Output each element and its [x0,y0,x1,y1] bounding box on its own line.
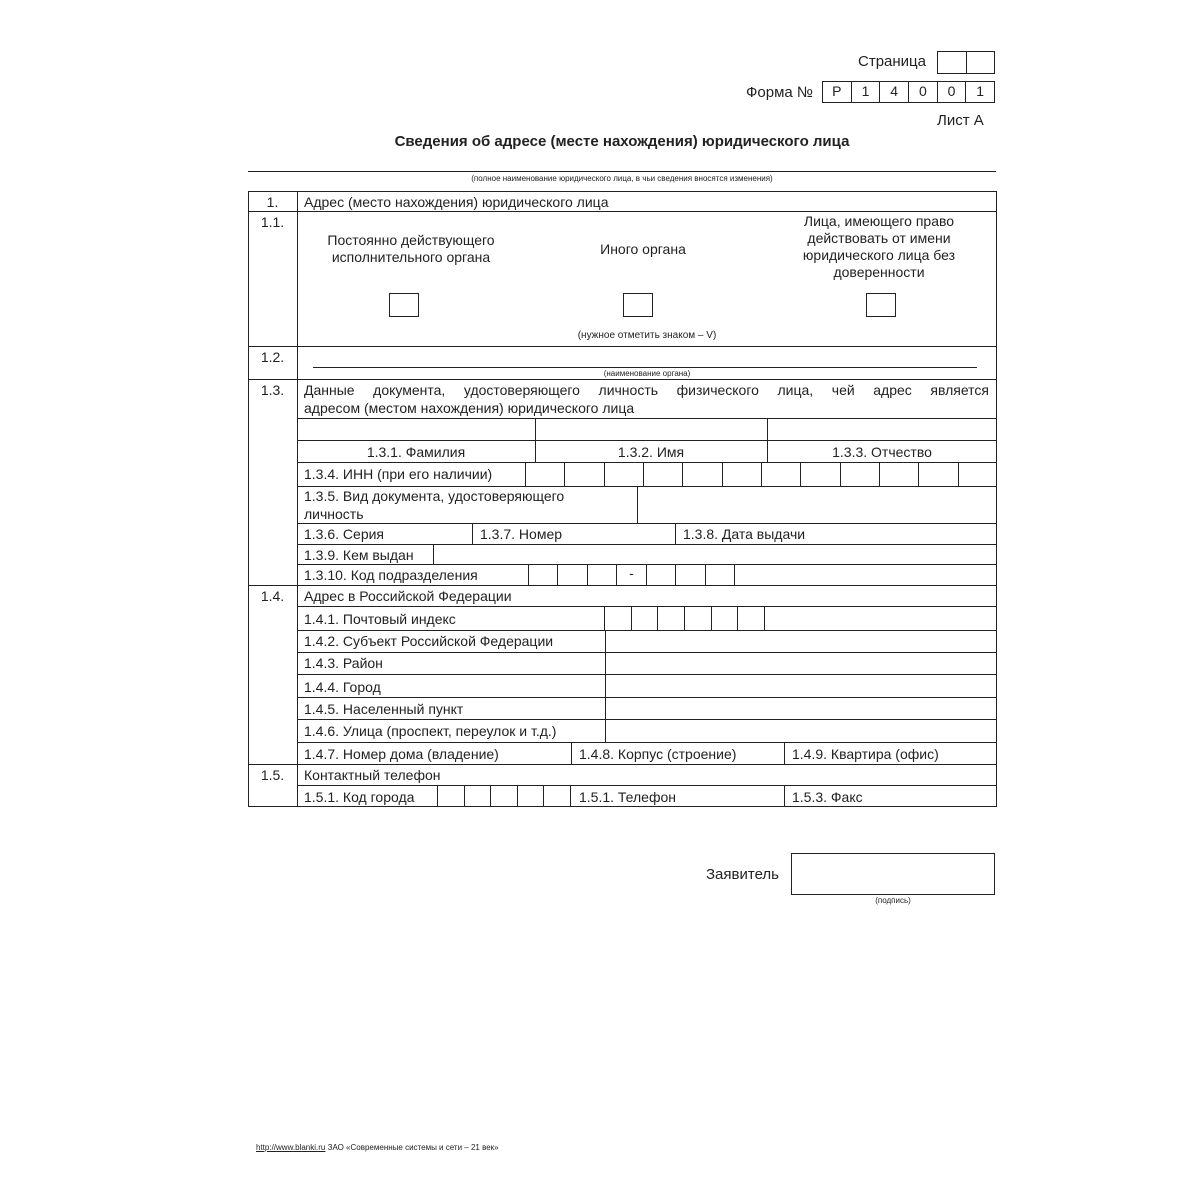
form-code-cell: Р [832,83,842,99]
subject-input[interactable] [606,631,996,651]
postal-index-cell[interactable] [657,606,684,630]
inn-cell[interactable] [879,462,918,486]
section-1-5-label: Контактный телефон [304,767,441,783]
series-label: 1.3.6. Серия [304,526,385,542]
body-name-caption: (наименование органа) [603,369,691,378]
footer-link[interactable]: http://www.blanki.ru [256,1143,326,1152]
number-label: 1.3.7. Номер [480,526,563,542]
doc-type-label-line2: личность [304,506,364,522]
check-hint: (нужное отметить знаком – V) [577,330,717,341]
section-1-3-label-line1: Данные документа, удостоверяющего личность физического лица, чей адрес является [304,382,989,398]
section-1-4-number: 1.4. [260,588,285,604]
inn-cell[interactable] [958,462,997,486]
house-label: 1.4.7. Номер дома (владение) [304,746,499,762]
body-name-line[interactable] [313,367,977,368]
checkbox-authorized-person[interactable] [866,293,896,317]
inn-cell[interactable] [722,462,761,486]
page-cell[interactable] [966,52,995,73]
org-name-line[interactable] [248,171,996,172]
settlement-input[interactable] [606,698,996,718]
form-code-cell: 4 [879,82,908,102]
city-code-label: 1.5.1. Код города [304,789,415,805]
option-permanent-executive-body: Постоянно действующего исполнительного органа [327,232,495,265]
patronymic-input[interactable] [768,419,996,439]
city-code-cells[interactable] [437,785,571,807]
section-1-number: 1. [266,194,279,210]
postal-index-cell[interactable] [737,606,764,630]
division-code-cell[interactable] [646,564,675,585]
section-1-label: Адрес (место нахождения) юридического лица [304,194,609,210]
inn-cell[interactable] [526,462,564,486]
issued-by-label: 1.3.9. Кем выдан [304,547,414,563]
footer [256,1143,499,1152]
doc-type-label-line1: 1.3.5. Вид документа, удостоверяющего [304,488,565,504]
apartment-label: 1.4.9. Квартира (офис) [792,746,939,762]
surname-label: 1.3.1. Фамилия [366,444,466,460]
number-column-divider [297,191,298,807]
name-input[interactable] [536,419,766,439]
division-code-cells[interactable] [528,564,735,585]
form-title: Сведения об адресе (месте нахождения) юридического лица [394,133,850,150]
section-1-5-number: 1.5. [260,767,285,783]
city-input[interactable] [606,675,996,695]
sheet-label: Лист А [937,112,984,129]
inn-cell[interactable] [643,462,682,486]
option-other-body: Иного органа [600,241,686,257]
option-authorized-person: Лица, имеющего право действовать от имени юридического лица без доверенности [802,213,956,280]
inn-cells[interactable] [525,462,997,486]
inn-cell[interactable] [840,462,879,486]
form-code-cell: 1 [965,82,994,102]
division-code-label: 1.3.10. Код подразделения [304,567,478,583]
checkbox-other-body[interactable] [623,293,653,317]
page-label: Страница [858,53,926,70]
phone-label: 1.5.1. Телефон [579,789,676,805]
postal-index-cell[interactable] [684,606,711,630]
applicant-label: Заявитель [706,866,779,883]
postal-index-cell[interactable] [631,606,658,630]
section-1-3-label-line2: адресом (местом нахождения) юридического лица [304,400,635,416]
city-label: 1.4.4. Город [304,679,381,695]
form-code [822,81,995,103]
inn-cell[interactable] [800,462,839,486]
section-1-4-label: Адрес в Российской Федерации [304,588,512,604]
issued-by-input[interactable] [434,545,996,563]
inn-cell[interactable] [918,462,957,486]
page-number-field[interactable] [937,51,995,74]
surname-input[interactable] [298,419,534,439]
division-code-cell[interactable] [529,564,557,585]
inn-cell[interactable] [682,462,721,486]
form-code-cell: 1 [851,82,880,102]
postal-index-cells[interactable] [604,606,765,630]
org-name-caption: (полное наименование юридического лица, в чьи сведения вносятся изменения) [471,174,773,183]
street-input[interactable] [606,720,996,740]
form-label: Форма № [746,84,814,101]
fax-label: 1.5.3. Факс [792,789,863,805]
inn-cell[interactable] [564,462,603,486]
doc-type-input[interactable] [638,487,996,522]
inn-cell[interactable] [604,462,643,486]
district-input[interactable] [606,653,996,673]
patronymic-label: 1.3.3. Отчество [832,444,932,460]
section-1-3-number: 1.3. [260,382,285,398]
signature-field[interactable] [791,853,995,895]
inn-cell[interactable] [761,462,800,486]
signature-caption: (подпись) [875,896,911,905]
form-code-cell: 0 [908,82,937,102]
district-label: 1.4.3. Район [304,655,383,671]
postal-index-cell[interactable] [711,606,738,630]
postal-index-label: 1.4.1. Почтовый индекс [304,611,456,627]
city-code-cell[interactable] [438,785,464,807]
city-code-cell[interactable] [517,785,544,807]
form-code-cell: 0 [937,82,966,102]
division-code-dash: - [616,564,645,585]
division-code-cell[interactable] [557,564,586,585]
subject-label: 1.4.2. Субъект Российской Федерации [304,633,554,649]
issue-date-label: 1.3.8. Дата выдачи [683,526,806,542]
checkbox-permanent-executive-body[interactable] [389,293,419,317]
inn-label: 1.3.4. ИНН (при его наличии) [304,466,493,482]
page-cell[interactable] [938,52,966,73]
division-code-cell[interactable] [705,564,734,585]
division-code-cell[interactable] [587,564,616,585]
name-label: 1.3.2. Имя [617,444,685,460]
footer-company: ЗАО «Современные системы и сети – 21 век» [327,1143,499,1152]
postal-index-cell[interactable] [605,606,631,630]
building-label: 1.4.8. Корпус (строение) [579,746,737,762]
city-code-cell[interactable] [464,785,491,807]
division-code-cell[interactable] [675,564,704,585]
section-1-2-number: 1.2. [260,349,285,365]
settlement-label: 1.4.5. Населенный пункт [304,701,464,717]
city-code-cell[interactable] [543,785,570,807]
city-code-cell[interactable] [490,785,517,807]
section-1-1-number: 1.1. [260,214,285,230]
street-label: 1.4.6. Улица (проспект, переулок и т.д.) [304,723,557,739]
